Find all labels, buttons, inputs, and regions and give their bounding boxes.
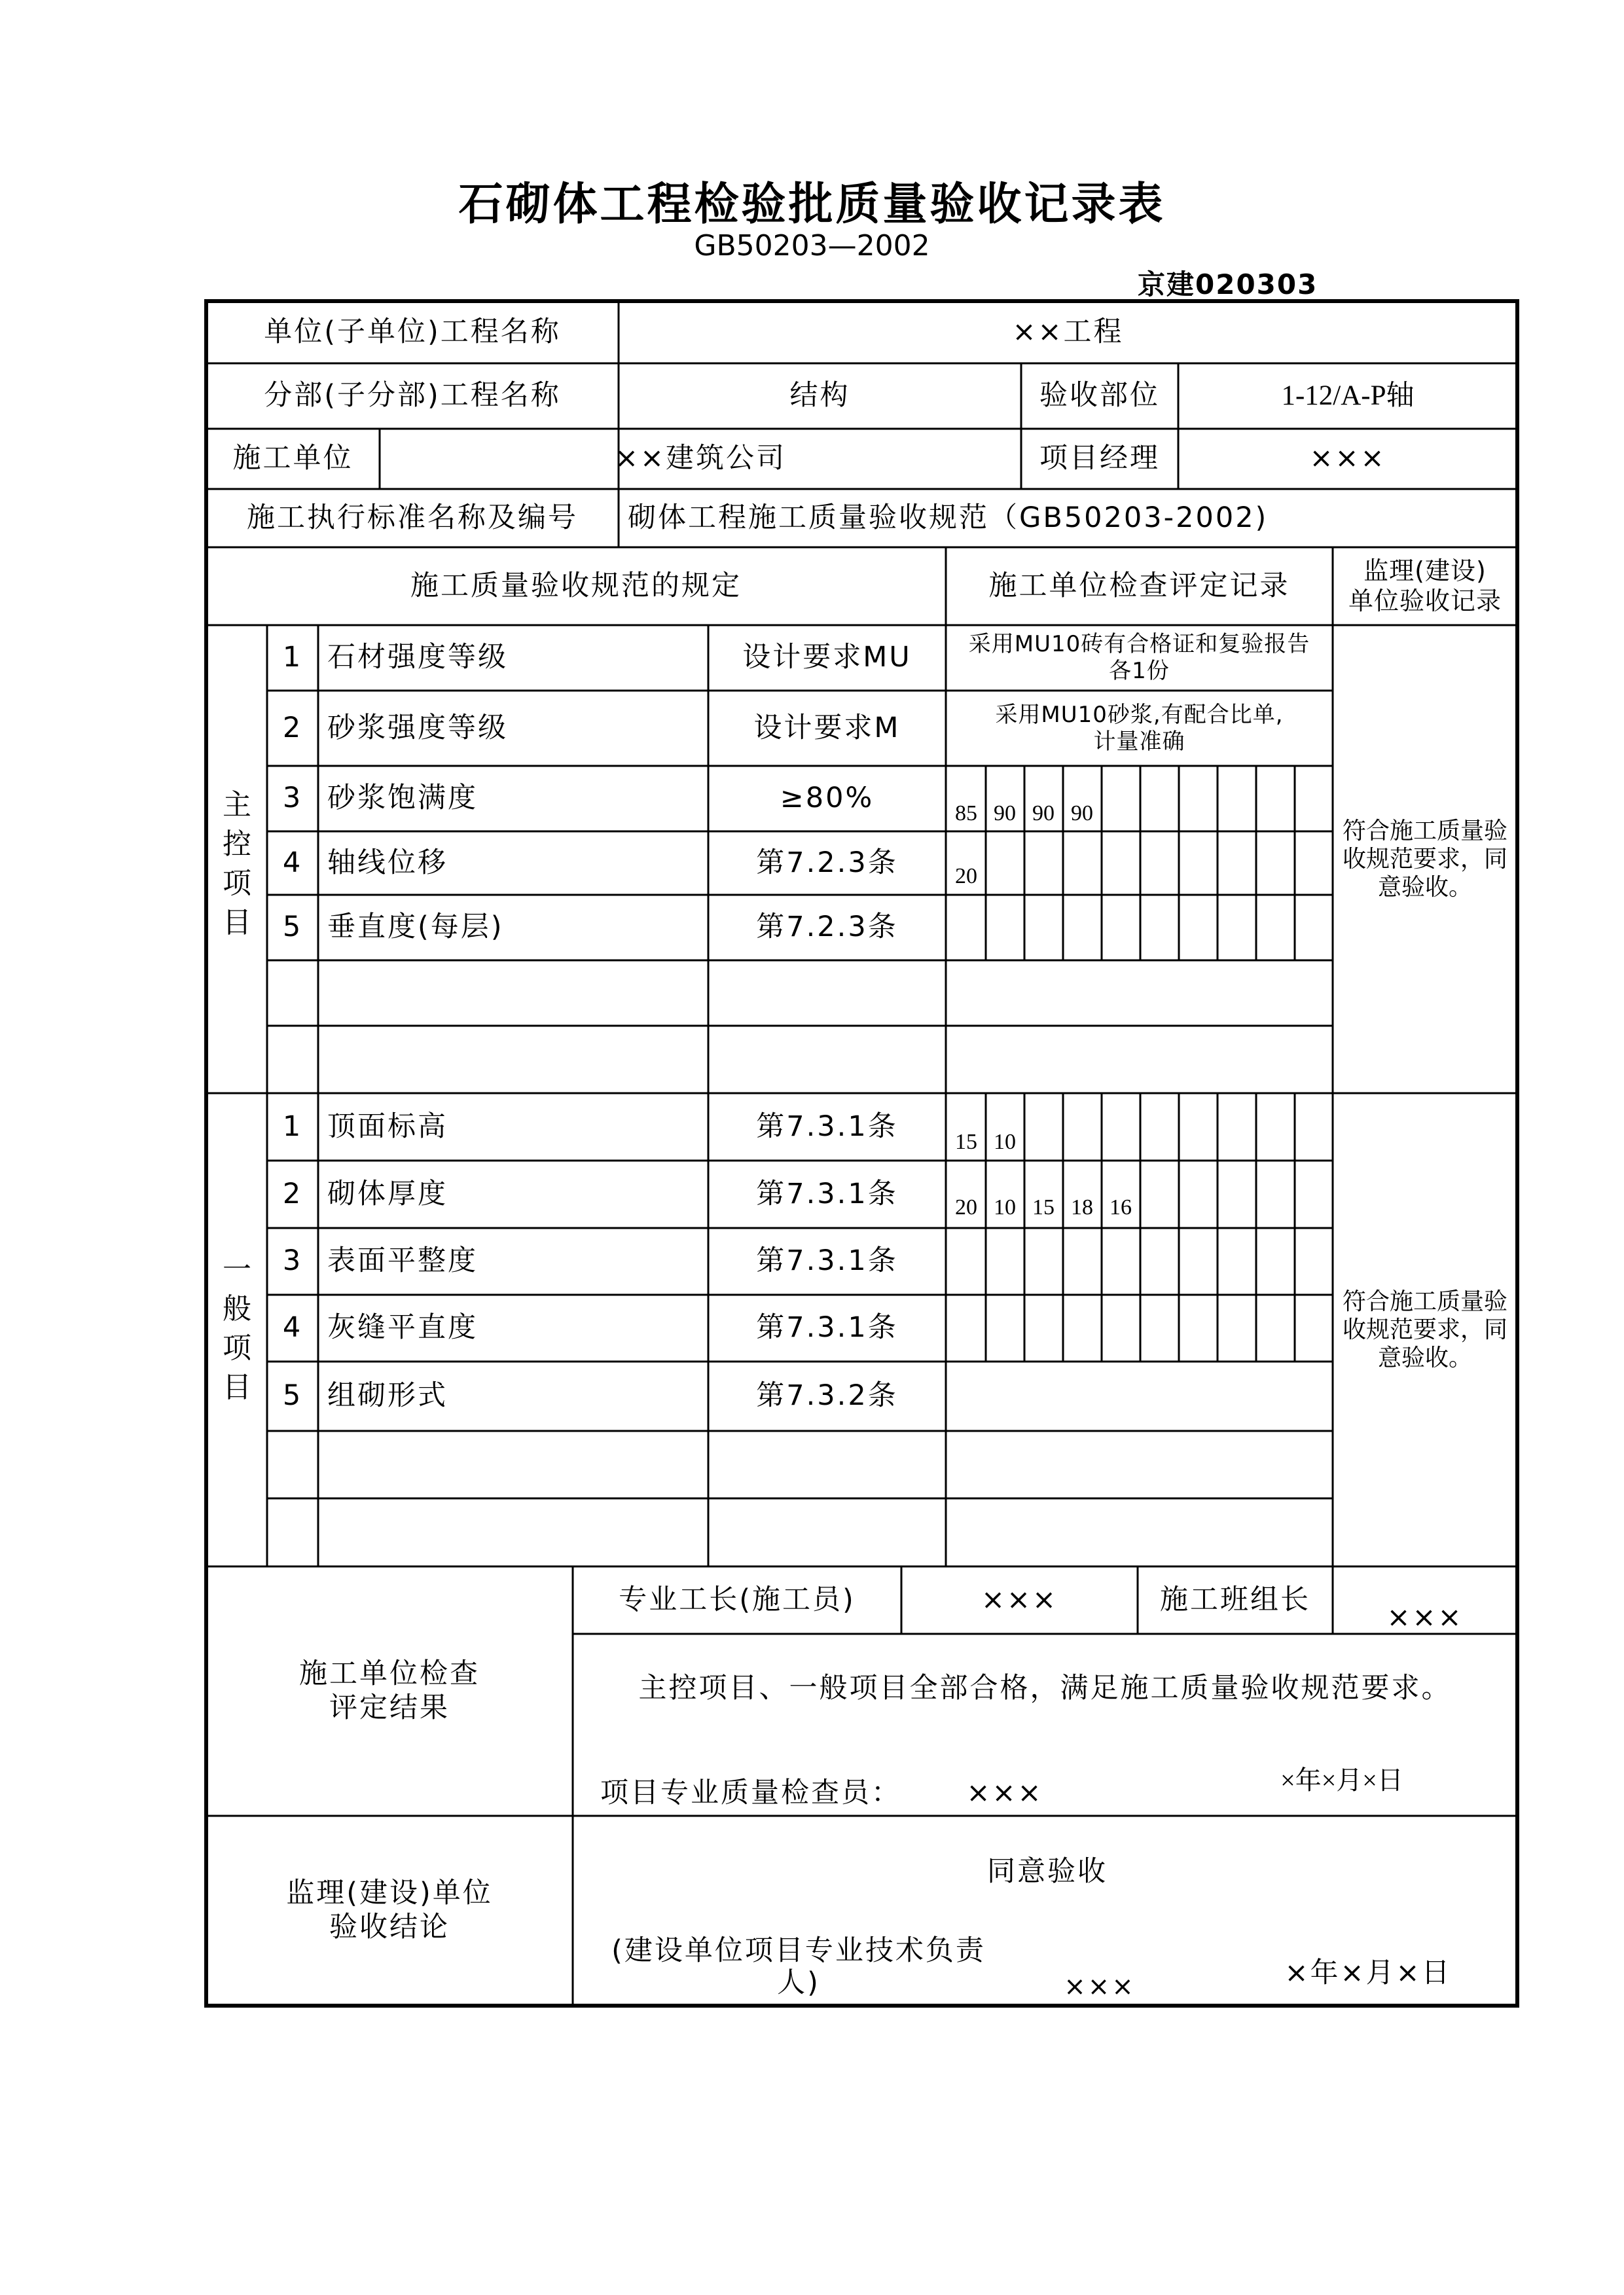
main-row-no: 3: [282, 782, 303, 815]
unit-project-label: 单位(子单位)工程名称: [264, 315, 561, 348]
general-row-no: 5: [282, 1379, 303, 1413]
inspector-value: ×××: [966, 1777, 1043, 1810]
contractor-result-date: ×年×月×日: [1280, 1765, 1403, 1795]
measurement-value: 18: [1071, 1195, 1093, 1220]
main-row-req: ≥80%: [780, 782, 875, 815]
acceptance-part-value: 1-12/A-P轴: [1281, 380, 1415, 412]
general-items-conclusion: [1333, 1093, 1517, 1566]
general-row-req: 第7.3.1条: [756, 1177, 898, 1210]
general-row-no: 2: [282, 1177, 303, 1210]
contractor-result-label: [206, 1566, 573, 1816]
sub-project-value: 结构: [789, 379, 850, 412]
supervisor-header: [1333, 547, 1517, 625]
general-row-item: 灰缝平直度: [327, 1311, 478, 1345]
conclusion-line: 收规范要求，同: [1342, 1316, 1507, 1343]
general-label-char: 一: [223, 1253, 251, 1286]
main-row-item: 砂浆饱满度: [327, 782, 478, 815]
unit-project-value: ××工程: [1012, 315, 1124, 348]
contractor-label: 施工单位: [232, 442, 353, 475]
label-line: 施工单位检查: [299, 1657, 480, 1690]
form-code: 京建020303: [1138, 268, 1318, 300]
signer-label-line: (建设单位项目专业技术负责: [611, 1934, 986, 1967]
general-row-item: 顶面标高: [327, 1110, 448, 1143]
signer-value: ×××: [1064, 1972, 1136, 2002]
standard-value: 砌体工程施工质量验收规范（GB50203-2002): [628, 501, 1269, 534]
general-label-char: 目: [223, 1371, 251, 1404]
team-leader-value: ×××: [1386, 1600, 1464, 1634]
general-label-char: 般: [223, 1292, 251, 1326]
general-row-req: 第7.3.1条: [756, 1110, 898, 1143]
sub-project-label: 分部(子分部)工程名称: [264, 379, 561, 412]
contractor-result-text: 主控项目、一般项目全部合格，满足施工质量验收规范要求。: [638, 1672, 1452, 1705]
general-row-req: 第7.3.1条: [756, 1244, 898, 1278]
measurement-value: 15: [955, 1130, 977, 1154]
standard-label: 施工执行标准名称及编号: [247, 501, 578, 534]
measurement-value: 16: [1110, 1195, 1132, 1220]
spec-header: 施工质量验收规范的规定: [410, 569, 742, 602]
measurement-value: 90: [994, 801, 1016, 825]
general-row-req: 第7.3.2条: [756, 1379, 898, 1413]
conclusion-line: 符合施工质量验: [1342, 1288, 1507, 1315]
label-line: 监理(建设)单位: [286, 1877, 493, 1910]
general-row-no: 4: [282, 1311, 303, 1345]
main-row-req: 第7.2.3条: [756, 911, 898, 944]
supervisor-conclusion: 同意验收: [987, 1855, 1108, 1888]
conclusion-line: 意验收。: [1377, 1345, 1472, 1372]
record-line: 计量准确: [1093, 728, 1185, 755]
measurement-value: 10: [994, 1195, 1016, 1220]
general-row-item: 砌体厚度: [327, 1177, 448, 1210]
record-line: 采用MU10砖有合格证和复验报告: [968, 631, 1310, 658]
foreman-label: 专业工长(施工员): [619, 1583, 856, 1616]
inspector-label: 项目专业质量检查员：: [600, 1777, 901, 1810]
form-title: 石砌体工程检验批质量验收记录表: [458, 179, 1166, 230]
main-row-record: [946, 625, 1333, 691]
conclusion-line: 符合施工质量验: [1342, 817, 1507, 844]
main-row-item: 石材强度等级: [327, 641, 508, 674]
conclusion-line: 意验收。: [1377, 874, 1472, 901]
main-row-record: [946, 691, 1333, 766]
main-row-req: 设计要求MU: [742, 641, 912, 674]
main-row-no: 2: [282, 711, 303, 744]
acceptance-part-label: 验收部位: [1039, 379, 1160, 412]
supervisor-header-line2: 单位验收记录: [1348, 586, 1502, 615]
contractor-value: ××建筑公司: [614, 442, 787, 475]
general-row-item: 表面平整度: [327, 1244, 478, 1278]
measurement-value: 90: [1032, 801, 1055, 825]
supervisor-result-date: ×年×月×日: [1284, 1957, 1452, 1990]
team-leader-label: 施工班组长: [1160, 1583, 1310, 1616]
measurement-value: 10: [994, 1130, 1016, 1154]
label-line: 验收结论: [329, 1911, 450, 1943]
standard-number: GB50203—2002: [694, 229, 930, 262]
main-label-char: 目: [223, 906, 251, 939]
measurement-value: 20: [955, 864, 977, 888]
main-row-req: 设计要求M: [753, 711, 901, 744]
label-line: 评定结果: [329, 1691, 450, 1724]
foreman-value: ×××: [981, 1583, 1058, 1616]
main-row-req: 第7.2.3条: [756, 846, 898, 879]
manager-value: ×××: [1309, 442, 1386, 475]
main-items-conclusion: [1333, 625, 1517, 1093]
supervisor-result-label: [206, 1816, 573, 2006]
record-line: 各1份: [1109, 658, 1170, 684]
main-row-item: 垂直度(每层): [327, 911, 504, 944]
conclusion-line: 收规范要求，同: [1342, 845, 1507, 873]
contractor-check-header: 施工单位检查评定记录: [988, 569, 1290, 602]
general-row-req: 第7.3.1条: [756, 1311, 898, 1345]
record-line: 采用MU10砂浆,有配合比单,: [995, 701, 1284, 728]
main-row-item: 砂浆强度等级: [327, 711, 508, 744]
general-label-char: 项: [223, 1331, 251, 1365]
main-row-no: 5: [282, 911, 303, 944]
measurement-value: 85: [955, 801, 977, 825]
signer-label-line: 人): [777, 1966, 820, 1999]
main-label-char: 控: [223, 827, 251, 861]
main-row-no: 1: [282, 641, 303, 674]
main-label-char: 主: [223, 788, 251, 822]
signer-label: [586, 1931, 1011, 2003]
general-row-no: 3: [282, 1244, 303, 1278]
measurement-value: 90: [1071, 801, 1093, 825]
manager-label: 项目经理: [1039, 442, 1160, 475]
supervisor-header-line1: 监理(建设): [1363, 556, 1487, 585]
measurement-value: 15: [1032, 1195, 1055, 1220]
general-row-no: 1: [282, 1110, 303, 1143]
general-row-item: 组砌形式: [327, 1379, 448, 1413]
main-label-char: 项: [223, 867, 251, 900]
main-row-no: 4: [282, 846, 303, 879]
measurement-value: 20: [955, 1195, 977, 1220]
main-row-item: 轴线位移: [327, 846, 448, 879]
